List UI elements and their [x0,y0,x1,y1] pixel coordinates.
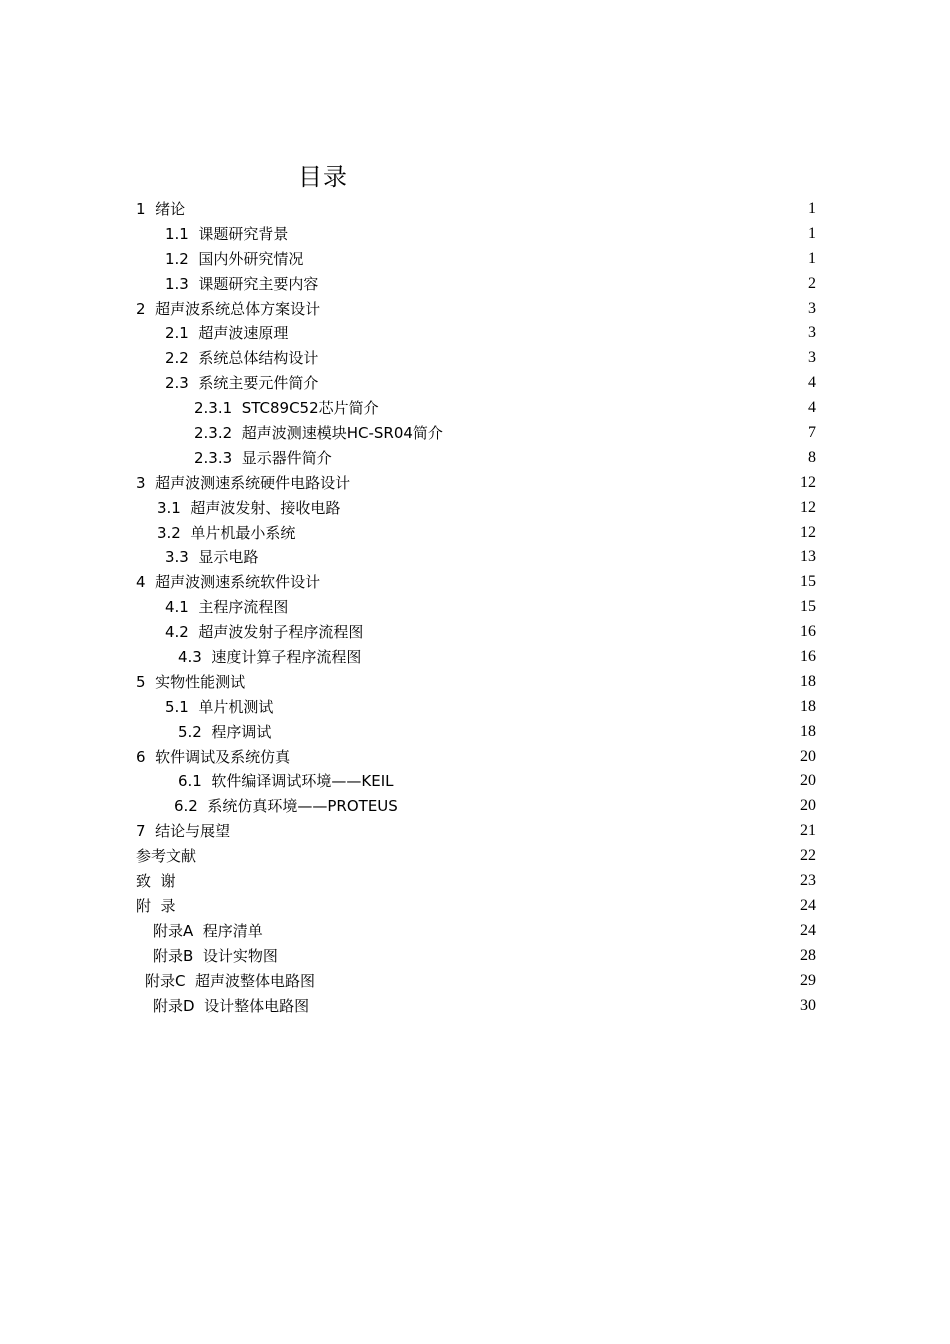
toc-entry[interactable] [0,745,950,770]
toc-entry[interactable] [0,720,950,745]
toc-entry-page: 1 [808,249,816,267]
toc-entry-label: 6 软件调试及系统仿真 [136,747,291,766]
toc-entry-label: 6.2 系统仿真环境——PROTEUS [174,797,398,816]
toc-entry-label: 1 绪论 [136,200,186,218]
toc-entry-page: 16 [800,648,816,666]
toc-entry-page: 18 [800,672,816,690]
toc-entry-page: 15 [800,573,816,591]
toc-entry-label: 附 录 [136,896,176,915]
toc-entry[interactable] [0,969,950,994]
toc-entry[interactable] [0,844,950,869]
toc-entry[interactable] [0,297,950,322]
toc-entry-label: 1.3 课题研究主要内容 [165,274,319,293]
toc-entry-page: 24 [800,896,816,914]
toc-entry[interactable] [0,919,950,944]
toc-entry[interactable] [0,695,950,720]
toc-entry-label: 3.2 单片机最小系统 [157,523,296,542]
toc-entry[interactable] [0,994,950,1019]
toc-entry[interactable] [0,247,950,272]
toc-entry-label: 致 谢 [136,872,176,891]
toc-entry[interactable] [0,272,950,297]
toc-entry-label: 3 超声波测速系统硬件电路设计 [136,473,351,492]
toc-entry-page: 30 [800,996,816,1014]
toc-entry-label: 4.1 主程序流程图 [165,598,289,617]
toc-entry-label: 3.1 超声波发射、接收电路 [157,498,341,517]
toc-entry-page: 22 [800,847,816,865]
toc-entry[interactable] [0,421,950,446]
toc-entry-page: 24 [800,921,816,939]
toc-entry-page: 8 [808,448,816,466]
toc-entry-page: 20 [800,747,816,765]
toc-entry-page: 3 [808,349,816,367]
toc-entry-label: 附录C 超声波整体电路图 [145,971,316,990]
toc-entry-label: 4.2 超声波发射子程序流程图 [165,623,364,642]
toc-entry[interactable] [0,769,950,794]
toc-entry-page: 3 [808,299,816,317]
toc-entry-page: 4 [808,399,816,417]
toc-entry-page: 16 [800,623,816,641]
toc-entry-page: 18 [800,722,816,740]
toc-entry[interactable] [0,620,950,645]
toc-entry-label: 4.3 速度计算子程序流程图 [178,648,362,667]
toc-entry-label: 3.3 显示电路 [165,548,259,567]
toc-entry-label: 2 超声波系统总体方案设计 [136,299,321,318]
toc-entry[interactable] [0,645,950,670]
toc-entry[interactable] [0,346,950,371]
toc-entry-label: 7 结论与展望 [136,822,231,841]
toc-entry[interactable] [0,595,950,620]
toc-entry[interactable] [0,869,950,894]
toc-entry-label: 4 超声波测速系统软件设计 [136,573,321,592]
toc-entry[interactable] [0,894,950,919]
toc-entry-label: 5.1 单片机测试 [165,697,274,716]
toc-entry-label: 2.3 系统主要元件简介 [165,374,319,393]
toc-entry-label: 参考文献 [136,847,197,866]
toc-entry-page: 12 [800,473,816,491]
toc-entry-page: 3 [808,324,816,342]
toc-entry-page: 29 [800,971,816,989]
toc-entry-label: 2.2 系统总体结构设计 [165,349,319,368]
toc-entry-page: 20 [800,772,816,790]
toc-entry[interactable] [0,446,950,471]
toc-entry[interactable] [0,794,950,819]
toc-entry-label: 2.3.1 STC89C52芯片简介 [194,399,379,418]
toc-entry[interactable] [0,570,950,595]
toc-entry-label: 附录A 程序清单 [153,921,263,940]
toc-entry-page: 12 [800,498,816,516]
toc-entry-page: 21 [800,822,816,840]
toc-entry[interactable] [0,321,950,346]
toc-entry[interactable] [0,471,950,496]
toc-entry[interactable] [0,670,950,695]
table-of-contents [0,197,950,1018]
toc-entry-label: 2.3.2 超声波测速模块HC-SR04简介 [194,424,443,443]
toc-entry-label: 附录B 设计实物图 [153,946,278,965]
toc-entry-page: 1 [808,224,816,242]
toc-entry-label: 1.2 国内外研究情况 [165,249,304,268]
toc-entry[interactable] [0,197,950,222]
toc-entry[interactable] [0,496,950,521]
toc-entry-label: 1.1 课题研究背景 [165,224,289,243]
toc-entry-page: 23 [800,872,816,890]
toc-entry-page: 2 [808,274,816,292]
toc-entry-label: 附录D 设计整体电路图 [153,996,310,1015]
toc-entry[interactable] [0,396,950,421]
toc-entry-page: 15 [800,598,816,616]
toc-entry[interactable] [0,944,950,969]
toc-entry[interactable] [0,222,950,247]
toc-entry-page: 13 [800,548,816,566]
toc-entry[interactable] [0,371,950,396]
toc-entry-label: 6.1 软件编译调试环境——KEIL [178,772,394,791]
toc-entry-page: 4 [808,374,816,392]
toc-entry-page: 12 [800,523,816,541]
toc-entry[interactable] [0,545,950,570]
toc-entry-page: 7 [808,424,816,442]
toc-entry[interactable] [0,521,950,546]
toc-entry-page: 28 [800,946,816,964]
toc-entry-label: 5.2 程序调试 [178,722,272,741]
toc-entry-page: 20 [800,797,816,815]
toc-entry-label: 2.1 超声波速原理 [165,324,289,343]
toc-entry[interactable] [0,819,950,844]
toc-title: 目录 [298,163,348,191]
toc-entry-page: 1 [808,200,816,217]
toc-entry-label: 2.3.3 显示器件简介 [194,448,332,467]
toc-entry-page: 18 [800,697,816,715]
toc-entry-label: 5 实物性能测试 [136,672,246,691]
